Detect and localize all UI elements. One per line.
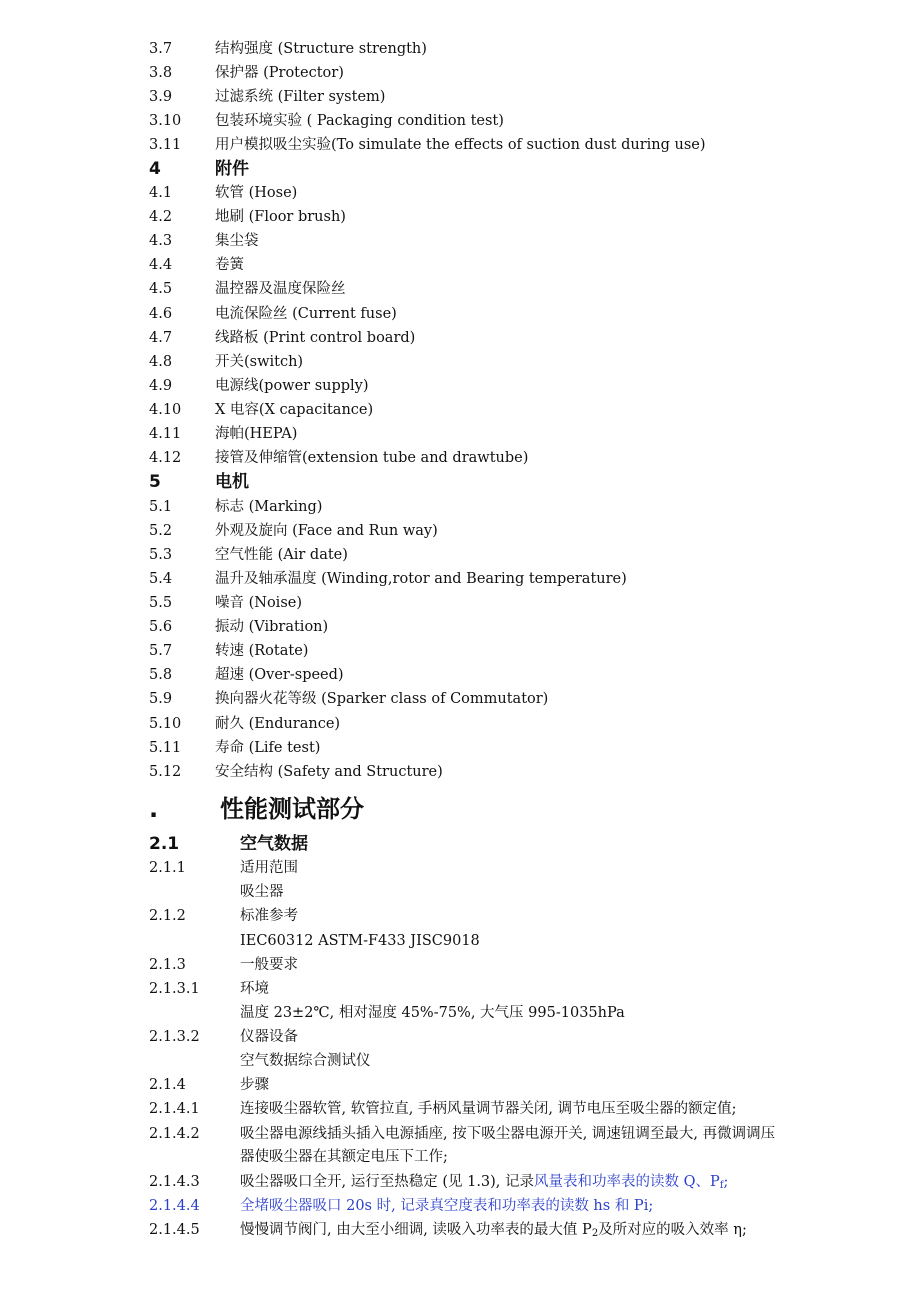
item-text: 步骤	[240, 1077, 269, 1093]
item-text: 耐久 (Endurance)	[215, 716, 341, 732]
item-text: 振动 (Vibration)	[215, 619, 329, 635]
item-text: 温控器及温度保险丝	[215, 281, 346, 297]
item-number: 2.1.3	[149, 957, 186, 973]
item-text: 吸尘器电源线插头插入电源插座, 按下吸尘器电源开关, 调速钮调至最大, 再微调调压	[240, 1126, 776, 1142]
item-text: X 电容(X capacitance)	[215, 402, 374, 418]
item-number: 2.1.4.5	[149, 1222, 200, 1238]
item-number: 3.8	[149, 65, 173, 81]
item-text-plain: 慢慢调节阀门, 由大至小细调, 读吸入功率表的最大值 P	[240, 1222, 592, 1238]
subscript: 2	[591, 1228, 599, 1239]
item-text: 标志 (Marking)	[215, 499, 323, 515]
item-number: 4.2	[149, 209, 173, 225]
item-number: 4.11	[149, 426, 182, 442]
item-text: 寿命 (Life test)	[215, 740, 321, 756]
item-number: 5.1	[149, 499, 173, 515]
item-text: 开关(switch)	[215, 354, 304, 370]
item-text: 接管及伸缩管(extension tube and drawtube)	[215, 450, 529, 466]
item-number: 4.3	[149, 233, 173, 249]
item-text: 环境	[240, 981, 269, 997]
item-text: 换向器火花等级 (Sparker class of Commutator)	[215, 691, 549, 707]
item-number: 5.8	[149, 667, 173, 683]
item-number: 2.1.2	[149, 908, 186, 924]
heading-text: 空气数据	[240, 834, 308, 854]
item-number: 2.1.3.1	[149, 981, 200, 997]
item-number: 5.3	[149, 547, 173, 563]
item-text: 集尘袋	[215, 233, 259, 249]
item-text: 全堵吸尘器吸口 20s 时, 记录真空度表和功率表的读数 hs 和 Pi;	[240, 1198, 654, 1214]
heading-text: 电机	[215, 472, 249, 492]
item-number: 5.9	[149, 691, 173, 707]
item-number: 3.7	[149, 41, 173, 57]
item-number: 5.11	[149, 740, 182, 756]
item-number: 5.12	[149, 764, 182, 780]
item-number: 5.4	[149, 571, 173, 587]
item-number: 3.9	[149, 89, 173, 105]
item-text: 安全结构 (Safety and Structure)	[215, 764, 443, 780]
item-text: 结构强度 (Structure strength)	[215, 41, 427, 57]
item-number: 2.1.4	[149, 1077, 186, 1093]
item-text: 过滤系统 (Filter system)	[215, 89, 386, 105]
subscript: f	[719, 1180, 724, 1191]
item-text: 适用范围	[240, 860, 298, 876]
item-number: 4.10	[149, 402, 182, 418]
item-text: 转速 (Rotate)	[215, 643, 309, 659]
item-text: 超速 (Over-speed)	[215, 667, 344, 683]
item-number: 2.1.4.2	[149, 1126, 200, 1142]
item-number: 5.6	[149, 619, 173, 635]
item-text: 地刷 (Floor brush)	[215, 209, 346, 225]
item-number: 4.1	[149, 185, 173, 201]
item-text: IEC60312 ASTM-F433 JISC9018	[240, 933, 480, 949]
item-number: 4.12	[149, 450, 182, 466]
item-number: 2.1.1	[149, 860, 186, 876]
item-text: 海帕(HEPA)	[215, 426, 298, 442]
item-number: 4.7	[149, 330, 173, 346]
heading-number: 4	[149, 159, 161, 179]
item-number: 4.6	[149, 306, 173, 322]
item-number: 3.11	[149, 137, 182, 153]
item-number: 4.5	[149, 281, 173, 297]
item-text: 器使吸尘器在其额定电压下工作;	[240, 1149, 448, 1165]
item-number: 3.10	[149, 113, 182, 129]
item-text-plain: 吸尘器吸口全开, 运行至热稳定 (见 1.3), 记录	[240, 1174, 535, 1190]
item-text: 连接吸尘器软管, 软管拉直, 手柄风量调节器关闭, 调节电压至吸尘器的额定值;	[240, 1101, 737, 1117]
item-text: 标准参考	[240, 908, 298, 924]
item-text	[240, 1221, 747, 1243]
item-text: 电流保险丝 (Current fuse)	[215, 306, 397, 322]
item-number: 2.1.3.2	[149, 1029, 200, 1045]
item-text: 电源线(power supply)	[215, 378, 369, 394]
section-title-number: .	[149, 795, 159, 823]
item-number: 2.1.4.4	[149, 1198, 200, 1214]
item-text: 线路板 (Print control board)	[215, 330, 416, 346]
item-text: 噪音 (Noise)	[215, 595, 302, 611]
item-text: 外观及旋向 (Face and Run way)	[215, 523, 438, 539]
item-number: 5.10	[149, 716, 182, 732]
item-text: 吸尘器	[240, 884, 284, 900]
item-number: 2.1.4.3	[149, 1174, 200, 1190]
item-text: 仪器设备	[240, 1029, 298, 1045]
item-text	[240, 1173, 728, 1195]
item-text-highlight: 风量表和功率表的读数 Q、P	[534, 1174, 720, 1190]
section-title-text: 性能测试部分	[220, 795, 364, 823]
item-number: 5.7	[149, 643, 173, 659]
item-number: 2.1.4.1	[149, 1101, 200, 1117]
item-text: 保护器 (Protector)	[215, 65, 344, 81]
item-text: 卷簧	[215, 257, 244, 273]
item-text-tail: 及所对应的吸入效率 η;	[598, 1222, 747, 1238]
item-text: 温度 23±2℃, 相对湿度 45%-75%, 大气压 995-1035hPa	[240, 1005, 625, 1021]
heading-number: 2.1	[149, 834, 180, 854]
item-number: 5.5	[149, 595, 173, 611]
item-number: 5.2	[149, 523, 173, 539]
item-text: 空气性能 (Air date)	[215, 547, 348, 563]
item-text: 包装环境实验 ( Packaging condition test)	[215, 113, 504, 129]
item-text: 温升及轴承温度 (Winding,rotor and Bearing temperature)	[215, 571, 627, 587]
heading-text: 附件	[215, 159, 249, 179]
item-number: 4.9	[149, 378, 173, 394]
heading-number: 5	[149, 472, 161, 492]
item-text: 一般要求	[240, 957, 298, 973]
item-text: 空气数据综合测试仪	[240, 1053, 371, 1069]
item-text: 软管 (Hose)	[215, 185, 298, 201]
item-text: 用户模拟吸尘实验(To simulate the effects of suction dust during use)	[215, 137, 706, 153]
item-text-tail: ;	[723, 1174, 729, 1190]
item-number: 4.4	[149, 257, 173, 273]
item-number: 4.8	[149, 354, 173, 370]
